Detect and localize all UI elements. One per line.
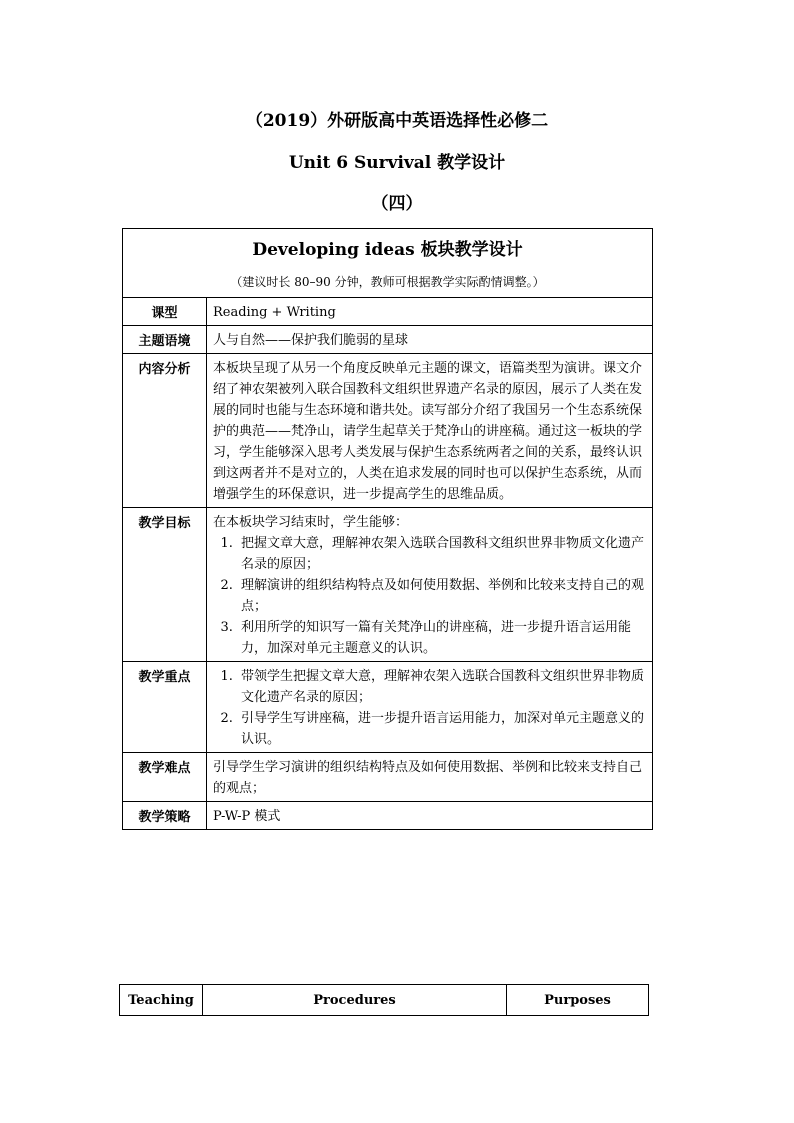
analysis-row [123, 354, 653, 508]
difficulties-row [123, 753, 653, 802]
key-point-item: 1. 带领学生把握文章大意，理解神农架入选联合国教科文组织世界非物质文化遗产名录的原因； [237, 666, 646, 708]
purposes-column-header: Purposes [507, 985, 649, 1016]
part-number: （四） [371, 194, 423, 214]
unit-title: Unit 6 Survival 教学设计 [288, 153, 506, 173]
key-points-label: 教学重点 [123, 662, 207, 753]
theme-row [123, 326, 653, 354]
theme-label: 主题语境 [123, 326, 207, 354]
objective-item: 2. 理解演讲的组织结构特点及如何使用数据、举例和比较来支持自己的观点； [237, 575, 646, 617]
key-point-item: 2. 引导学生写讲座稿，进一步提升语言运用能力，加深对单元主题意义的认识。 [237, 708, 646, 750]
difficulties-label: 教学难点 [123, 753, 207, 802]
theme-value: 人与自然——保护我们脆弱的星球 [207, 326, 653, 354]
procedure-table [119, 984, 649, 1016]
plan-header-row [123, 229, 653, 298]
teaching-column-header: Teaching [120, 985, 203, 1016]
key-points-list [213, 666, 646, 750]
key-points-row [123, 662, 653, 753]
procedure-header-row [120, 985, 649, 1016]
duration-note: （建议时长 80–90 分钟，教师可根据教学实际酌情调整。） [230, 275, 545, 289]
objectives-row [123, 508, 653, 662]
lesson-plan-table [122, 228, 653, 830]
course-type-value: Reading + Writing [207, 298, 653, 326]
objectives-intro: 在本板块学习结束时，学生能够： [213, 515, 409, 530]
course-type-label: 课型 [123, 298, 207, 326]
key-points-cell [207, 662, 653, 753]
objectives-cell [207, 508, 653, 662]
strategy-label: 教学策略 [123, 802, 207, 830]
procedures-column-header: Procedures [203, 985, 507, 1016]
objective-item: 3. 利用所学的知识写一篇有关梵净山的讲座稿，进一步提升语言运用能力，加深对单元主题意义的认识。 [237, 617, 646, 659]
plan-header-cell [123, 229, 653, 298]
objectives-list [213, 533, 646, 659]
strategy-row [123, 802, 653, 830]
strategy-value: P-W-P 模式 [207, 802, 653, 830]
document-title: （2019）外研版高中英语选择性必修二 [245, 111, 549, 131]
analysis-value: 本板块呈现了从另一个角度反映单元主题的课文，语篇类型为演讲。课文介绍了神农架被列入联合国教科文组织世界遗产名录的原因，展示了人类在发展的同时也能与生态环境和谐共处。读写部分介绍了我国另一个生态系统保护的典范——梵净山，请学生起草关于梵净山的讲座稿。通过这一板块的学习，学生能够深入思考人类发展与保护生态系统两者之间的关系，最终认识到这两者并不是对立的，人类在追求发展的同时也可以保护生态系统，从而增强学生的环保意识，进一步提高学生的思维品质。 [207, 354, 653, 508]
course-type-row [123, 298, 653, 326]
analysis-label: 内容分析 [123, 354, 207, 508]
plan-title: Developing ideas 板块教学设计 [252, 240, 523, 260]
objective-item: 1. 把握文章大意，理解神农架入选联合国教科文组织世界非物质文化遗产名录的原因； [237, 533, 646, 575]
difficulties-value: 引导学生学习演讲的组织结构特点及如何使用数据、举例和比较来支持自己的观点； [207, 753, 653, 802]
objectives-label: 教学目标 [123, 508, 207, 662]
